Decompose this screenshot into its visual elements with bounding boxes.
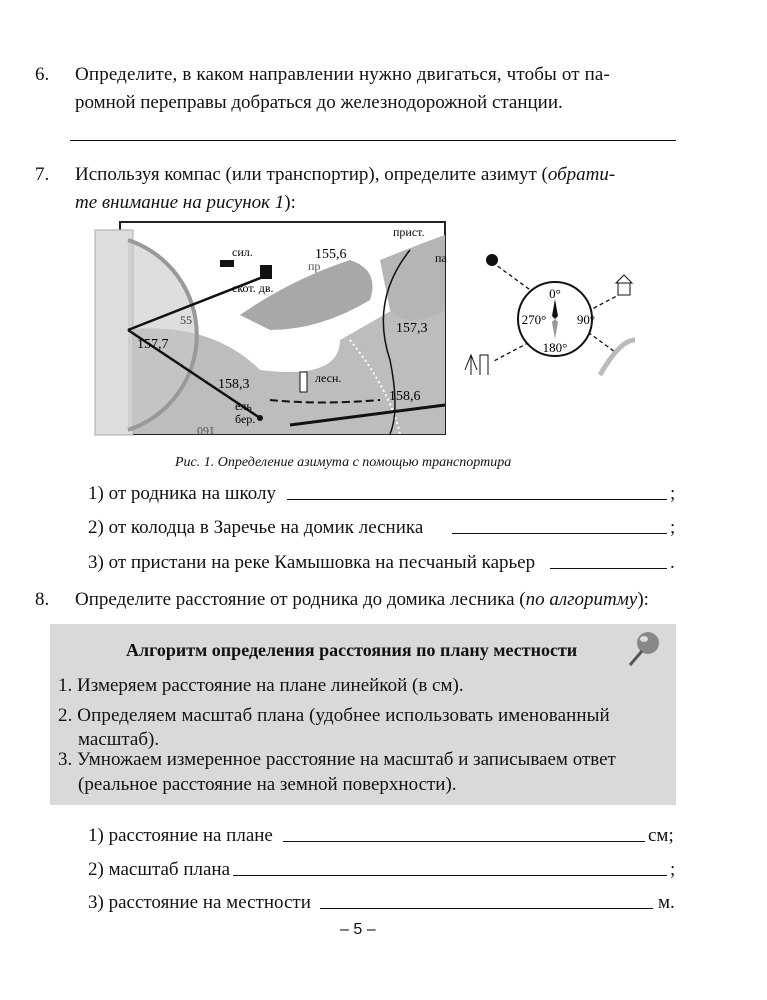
q8-number: 8. [35,589,50,610]
q8-answer-3: 3) расстояние на местности [88,892,311,913]
algorithm-step-1: 1. Измеряем расстояние на плане линейкой (в см). [58,675,464,696]
pushpin-icon [622,625,672,675]
q7-text: Используя компас (или транспортир), определите азимут (обрати- [75,164,616,185]
map-label-160: 160 [197,424,215,438]
q8-answer-2: 2) масштаб плана [88,859,231,880]
q8-text: Определите расстояние от родника до домика лесника (по алгоритму): [75,589,649,610]
algorithm-step-3-cont: (реальное расстояние на земной поверхности). [78,774,457,795]
map-label-ber: бер. [235,412,256,426]
q7-answer-line-3[interactable] [550,568,667,569]
house-icon [616,275,632,295]
q8-answer-1-end: см; [648,825,674,846]
page-number: – 5 – [340,921,376,938]
q8-answer-1: 1) расстояние на плане [88,825,273,846]
q7-text-2: те внимание на рисунок 1): [75,192,296,213]
q7-item-3: 3) от пристани на реке Камышовка на песчаный карьер [88,552,536,573]
map-label-155-6: 155,6 [315,247,347,262]
map-label-lesn: лесн. [315,371,342,385]
map-label-skot: скот. дв. [232,281,274,295]
q6-text: Определите, в каком направлении нужно двигаться, чтобы от па- [75,64,610,85]
map-label-157-3: 157,3 [396,321,428,336]
q6-answer-line[interactable] [70,140,676,141]
algorithm-step-2-cont: масштаб). [78,729,160,750]
q7-number: 7. [35,164,50,185]
map-label-pr: пр [308,259,321,273]
map-label-el: ель [235,399,252,413]
map-label-pa: па [435,251,447,265]
q8-answer-2-end: ; [670,859,676,880]
q7-item-3-end: . [670,552,675,573]
q7-item-2: 2) от колодца в Заречье на домик лесника [88,517,424,538]
algorithm-step-2: 2. Определяем масштаб плана (удобнее использовать именованный [58,705,610,726]
figure-caption: Рис. 1. Определение азимута с помощью транспортира [175,455,512,470]
map-label-sil: сил. [232,245,253,259]
map-label-55: 55 [180,313,192,327]
compass-diagram [460,240,680,390]
q7-answer-line-2[interactable] [452,533,667,534]
compass-n: 0° [549,286,561,301]
map-label-158-3: 158,3 [218,377,250,392]
compass-e: 90° [576,312,596,327]
q8-answer-line-1[interactable] [283,841,645,842]
compass-s: 180° [542,340,568,355]
q8-answer-3-end: м. [658,892,675,913]
map-figure [90,220,450,440]
spring-icon [486,254,498,266]
q8-answer-line-2[interactable] [233,875,667,876]
map-label-157-7: 157,7 [137,337,169,352]
algorithm-step-3: 3. Умножаем измеренное расстояние на масштаб и записываем ответ [58,749,616,770]
compass-w: 270° [521,312,547,327]
q8-answer-line-3[interactable] [320,908,653,909]
map-label-prist: прист. [393,225,425,239]
q7-answer-line-1[interactable] [287,499,667,500]
q7-item-2-end: ; [670,517,676,538]
map-label-158-6: 158,6 [389,389,421,404]
q7-item-1-end: ; [670,483,676,504]
q7-item-1: 1) от родника на школу [88,483,276,504]
algorithm-title: Алгоритм определения расстояния по плану местности [126,640,578,660]
q6-number: 6. [35,64,50,85]
q6-text-2: ромной переправы добраться до железнодорожной станции. [75,92,563,113]
trees-icon [465,355,488,375]
